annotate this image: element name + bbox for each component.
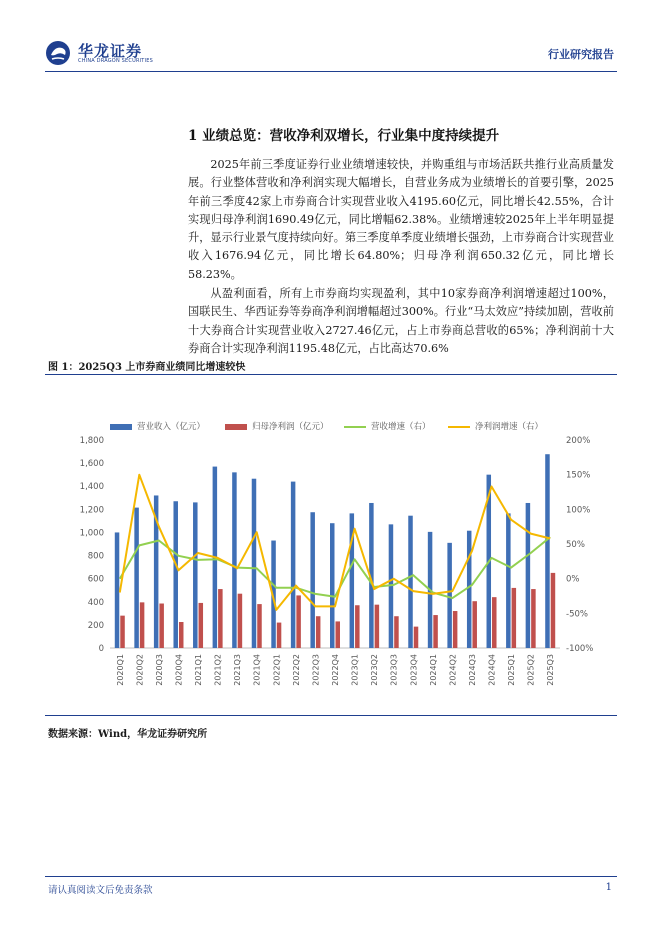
revenue-bar	[291, 482, 296, 648]
net-profit-bar	[551, 573, 556, 648]
revenue-bar	[408, 516, 413, 648]
x-tick-label: 2023Q4	[409, 654, 419, 686]
x-tick-label: 2025Q2	[526, 654, 536, 686]
revenue-bar	[173, 501, 178, 648]
net-profit-bar	[199, 603, 204, 648]
y-right-tick-label: -50%	[566, 609, 588, 620]
x-tick-label: 2024Q1	[428, 654, 438, 686]
x-tick-label: 2024Q3	[467, 654, 477, 686]
revenue-bar	[134, 508, 139, 648]
legend-label-profit-growth: 净利润增速（右）	[475, 422, 544, 432]
x-tick-label: 2024Q4	[487, 654, 497, 686]
net-profit-bar	[159, 604, 164, 648]
x-tick-label: 2023Q3	[389, 654, 399, 686]
y-left-tick-label: 1,000	[79, 528, 104, 539]
figure-source: 数据来源：Wind，华龙证券研究所	[48, 729, 208, 740]
y-right-tick-label: 50%	[566, 540, 585, 550]
y-left-tick-label: 600	[87, 574, 104, 585]
net-profit-bar	[414, 627, 419, 648]
y-right-tick-label: 0%	[566, 574, 580, 585]
legend-label-revenue-growth: 营收增速（右）	[371, 422, 431, 432]
x-tick-label: 2020Q4	[174, 654, 184, 686]
x-tick-label: 2020Q1	[115, 654, 125, 686]
revenue-bar	[193, 502, 198, 648]
net-profit-bar	[316, 616, 321, 648]
net-profit-bar	[433, 615, 438, 648]
net-profit-bar	[296, 595, 301, 648]
net-profit-bar	[512, 588, 516, 648]
revenue-bar	[467, 531, 472, 648]
x-tick-label: 2021Q2	[213, 654, 223, 686]
y-left-tick-label: 1,600	[79, 459, 104, 470]
legend-label-net-profit: 归母净利润（亿元）	[252, 422, 329, 432]
x-tick-label: 2023Q2	[370, 654, 380, 686]
x-tick-label: 2021Q3	[233, 654, 243, 686]
y-right-tick-label: 150%	[566, 470, 591, 481]
y-left-tick-label: 1,200	[79, 505, 104, 516]
x-tick-label: 2022Q2	[291, 654, 301, 686]
header-divider	[45, 71, 617, 72]
net-profit-bar	[238, 594, 243, 648]
x-tick-label: 2021Q4	[252, 654, 262, 686]
x-tick-label: 2022Q1	[272, 654, 282, 686]
page-header	[0, 0, 662, 75]
net-profit-bar	[257, 604, 262, 648]
y-right-tick-label: 200%	[566, 436, 591, 446]
x-tick-label: 2025Q3	[546, 654, 556, 686]
net-profit-bar	[492, 597, 497, 648]
net-profit-bar	[277, 623, 282, 648]
revenue-bar	[115, 532, 120, 648]
revenue-bar	[330, 523, 335, 648]
y-left-tick-label: 1,800	[79, 436, 104, 446]
revenue-bar	[232, 472, 237, 648]
revenue-growth-line	[120, 537, 550, 598]
y-right-tick-label: -100%	[566, 644, 594, 654]
y-left-tick-label: 400	[87, 597, 104, 608]
net-profit-bar	[218, 589, 223, 648]
net-profit-bar	[394, 616, 399, 648]
x-tick-label: 2021Q1	[194, 654, 204, 686]
y-right-tick-label: 100%	[566, 505, 591, 516]
net-profit-bar	[531, 589, 536, 648]
x-tick-label: 2022Q4	[331, 654, 340, 686]
net-profit-bar	[453, 611, 458, 648]
net-profit-bar	[336, 621, 341, 648]
brand-name-en: CHINA DRAGON SECURITIES	[78, 58, 153, 64]
brand-name: 华龙证券	[78, 42, 143, 60]
figure-title: 图 1：2025Q3 上市券商业绩同比增速较快	[48, 362, 246, 373]
net-profit-bar	[179, 622, 184, 648]
x-tick-label: 2020Q3	[154, 654, 164, 686]
net-profit-bar	[140, 602, 145, 648]
revenue-bar	[526, 503, 531, 648]
report-type-label: 行业研究报告	[548, 48, 614, 61]
footer-disclaimer: 请认真阅读文后免责条款	[48, 885, 153, 896]
body-paragraph-1: 2025年前三季度证券行业业绩增速较快，并购重组与市场活跃共推行业高质量发展。行业整体营收和净利润实现大幅增长，自营业务成为业绩增长的首要引擎，2025年前三季度42家上市券商合计实现营业收入4195.60亿元，同比增长42.55%，合计实现归母净利润1690.49亿元，同比增幅62.38%。业绩增速较2025年上半年明显提升，显示行业景气度持续向好。第三季度单季度业绩增长强劲，上市券商合计实现营业收入1676.94亿元，同比增长64.80%；归母净利润650.32亿元，同比增长58.23%。	[188, 158, 614, 281]
quarterly-performance-chart	[48, 412, 614, 712]
revenue-bar	[252, 479, 257, 648]
profit-growth-line	[120, 475, 550, 610]
footer-divider	[45, 876, 617, 877]
body-paragraph-2: 从盈利面看，所有上市券商均实现盈利，其中10家券商净利润增速超过100%，国联民生、华西证券等券商净利润增幅超过300%。行业“马太效应”持续加剧，营收前十大券商合计实现营业收入2727.46亿元，占上市券商总营收的65%；净利润前十大券商合计实现净利润1195.48亿元，占比高达70.6%	[188, 287, 614, 355]
x-tick-label: 2024Q2	[448, 654, 458, 686]
dragon-logo-icon	[45, 40, 71, 66]
revenue-bar	[545, 454, 550, 648]
x-tick-label: 2022Q3	[311, 654, 321, 686]
figure-bottom-divider	[45, 715, 617, 716]
revenue-bar	[310, 512, 315, 648]
y-left-tick-label: 800	[87, 551, 104, 562]
net-profit-bar	[355, 605, 360, 648]
x-tick-label: 2020Q2	[135, 654, 145, 686]
net-profit-bar	[120, 616, 125, 648]
y-left-tick-label: 0	[98, 644, 104, 654]
section-heading: 1 业绩总览：营收净利双增长，行业集中度持续提升	[188, 128, 500, 144]
net-profit-bar	[375, 605, 380, 648]
x-tick-label: 2023Q1	[350, 654, 360, 686]
net-profit-bar	[472, 601, 477, 648]
x-tick-label: 2025Q1	[507, 654, 517, 686]
figure-top-divider	[45, 374, 617, 375]
revenue-bar	[447, 543, 452, 648]
y-left-tick-label: 1,400	[79, 482, 104, 493]
revenue-bar	[506, 513, 511, 648]
legend-label-revenue: 营业收入（亿元）	[137, 422, 206, 432]
y-left-tick-label: 200	[87, 620, 104, 631]
page-number: 1	[605, 882, 612, 893]
